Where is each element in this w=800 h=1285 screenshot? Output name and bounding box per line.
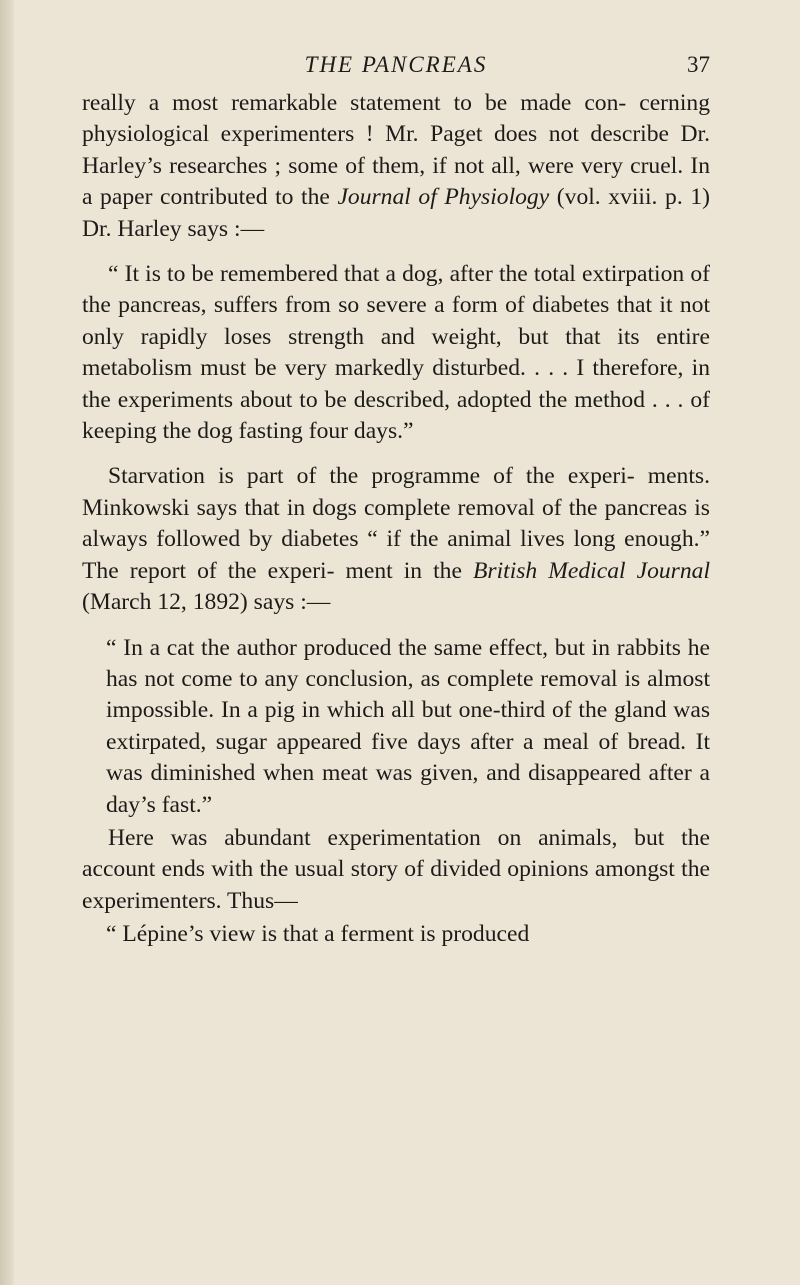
british-medical-journal-title: British Medical Journal (472, 557, 711, 584)
page-edge-shadow (0, 0, 14, 1285)
page-number: 37 (687, 52, 710, 77)
running-title: THE PANCREAS (304, 52, 488, 77)
quote-harley: “ It is to be remembered that a dog, after the total extirpation of the pancreas, suffers from so severe a form of diabetes that it not only rapidly loses strength and weight, but that its entire metabolism must be very markedly disturbed. . . . I therefore, in the experiments about to be described, adopted the method . . . of keeping the dog fasting four days.” (82, 261, 710, 445)
paragraph-experimentation: Here was abundant experimentation on animals, but the account ends with the usual story of divided opinions amongst the experimenters. Thus— (82, 824, 710, 914)
book-page (82, 50, 710, 951)
quote-lepine: “ Lépine’s view is that a ferment is produced (106, 921, 530, 948)
paragraph-starvation-text-b: (March 12, 1892) says :— (82, 589, 331, 616)
paragraph-harley-text-a: really a most remarkable statement to be made con- cerning physiological experimenters ! Mr. Paget does not describe Dr. Harley’s researches ; some of them, if not all, were very cruel. In a paper contributed to the (82, 90, 710, 211)
quote-bmj: “ In a cat the author produced the same effect, but in rabbits he has not come to any conclusion, as complete removal is almost impossible. In a pig in which all but one-third of the gland was extirpated, sugar appeared five days after a meal of bread. It was diminished when meat was given, and disappeared after a day’s fast.” (106, 634, 710, 818)
paragraph-harley (82, 88, 710, 245)
paragraph-starvation-text-a: Starvation is part of the programme of the experi- ments. Minkowski says that in dogs complete removal of the pancreas is always followed by diabetes “ if the animal lives long enough.” The report of the experi- ment in the (82, 463, 710, 584)
paragraph-harley-text-b: (vol. xviii. p. 1) Dr. Harley says :— (82, 184, 710, 242)
journal-of-physiology-title: Journal of Physiology (337, 184, 550, 211)
running-head (82, 50, 710, 80)
paragraph-starvation (82, 461, 710, 618)
